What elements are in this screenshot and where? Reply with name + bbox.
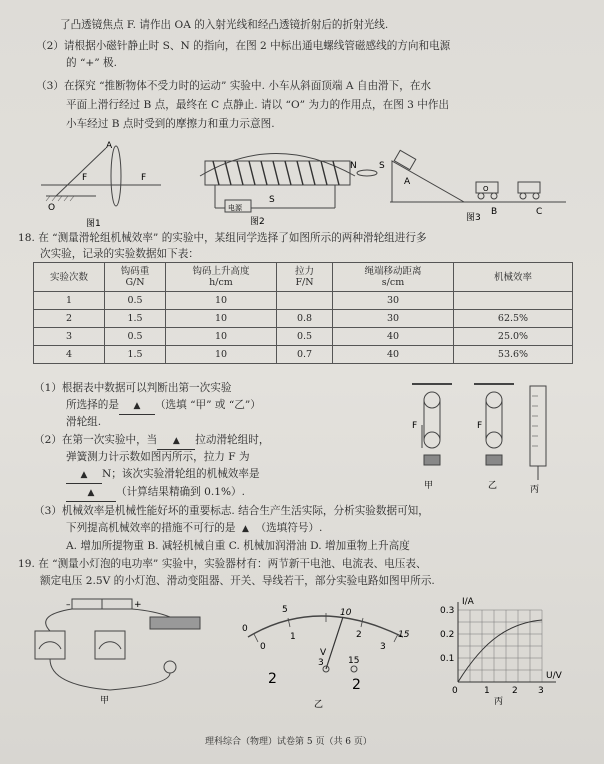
graph-caption: 丙 xyxy=(494,697,504,707)
q18-1-line1: （1）根据表中数据可以判断出第一次实验 xyxy=(34,382,232,394)
figure-iv-graph xyxy=(438,598,578,706)
answer-blank[interactable]: ▲ xyxy=(66,467,102,484)
meter-small-15: 15 xyxy=(348,656,360,666)
q18-1-line3: 滑轮组. xyxy=(66,416,102,428)
q18-2-line4: ▲ （计算结果精确到 0.1%）. xyxy=(66,485,245,502)
meter-inner-2: 2 xyxy=(356,630,362,640)
q18-options: A. 增加所提物重 B. 减轻机械自重 C. 机械加润滑油 D. 增加重物上升高度 xyxy=(66,540,410,552)
figure-1-lens xyxy=(36,138,166,228)
figure-3-incline xyxy=(388,146,568,221)
table-row: 4 1.5 10 0.7 40 53.6% xyxy=(34,346,573,364)
meter-tick-10: 10 xyxy=(340,608,352,618)
table-row: 1 0.5 10 30 xyxy=(34,292,573,310)
meter-inner-1: 1 xyxy=(290,632,296,642)
figure-2-solenoid xyxy=(195,136,385,226)
fig1-label-O: O xyxy=(48,203,56,213)
table-row: 3 0.5 10 0.5 40 25.0% xyxy=(34,328,573,346)
meter-inner-3: 3 xyxy=(380,642,386,652)
q17-3-line3: 小车经过 B 点时受到的摩擦力和重力示意图. xyxy=(66,118,275,130)
table-header-cell: 钩码重 G/N xyxy=(105,263,166,292)
pulley-F-jia: F xyxy=(412,421,418,431)
answer-blank[interactable]: ▲ xyxy=(119,398,155,415)
meter-tick-15: 15 xyxy=(398,630,410,640)
q18-2-line2: 弹簧测力计示数如图丙所示，拉力 F 为 xyxy=(66,451,250,463)
fig3-label-C: C xyxy=(536,207,543,217)
fig2-power-label: 电源 xyxy=(228,204,242,212)
table-header-cell: 实验次数 xyxy=(34,263,105,292)
graph-ytick-03: 0.3 xyxy=(440,606,455,616)
fig2-coil-S: S xyxy=(269,195,275,205)
q19-line1: 19. 在 “测量小灯泡的电功率” 实验中，实验器材有：两节新干电池、电流表、电压表、 xyxy=(18,558,427,570)
figure-circuit xyxy=(30,595,205,705)
intro-line: 了凸透镜焦点 F. 请作出 OA 的入射光线和经凸透镜折射后的折射光线. xyxy=(60,19,389,31)
q18-3-line1: （3）机械效率是机械性能好坏的重要标志. 结合生产生活实际，分析实验数据可知， xyxy=(34,505,429,517)
q19-line2: 额定电压 2.5V 的小灯泡、滑动变阻器、开关、导线若干，部分实验电路如图甲所示. xyxy=(40,575,435,587)
meter-scribble-right: 2 xyxy=(352,677,361,693)
graph-ytick-02: 0.2 xyxy=(440,630,455,640)
table-row: 2 1.5 10 0.8 30 62.5% xyxy=(34,310,573,328)
q17-3-line2: 平面上滑行经过 B 点，最终在 C 点静止. 请以 “O” 为力的作用点，在图 3 中作出 xyxy=(66,99,450,111)
circuit-caption: 甲 xyxy=(100,696,110,706)
pulley-label-bing: 丙 xyxy=(530,485,540,495)
meter-tick-0: 0 xyxy=(242,624,248,634)
fig3-label-A: A xyxy=(404,177,411,187)
graph-ylabel: I/A xyxy=(462,597,474,607)
graph-xtick-0: 0 xyxy=(452,686,458,696)
q18-line1: 18. 在 “测量滑轮组机械效率” 的实验中，某组同学选择了如图所示的两种滑轮组进行多 xyxy=(18,232,427,244)
graph-xtick-1: 1 xyxy=(484,686,490,696)
answer-blank[interactable]: ▲ xyxy=(157,433,195,450)
fig1-caption: 图1 xyxy=(86,219,101,229)
graph-xtick-3: 3 xyxy=(538,686,544,696)
figure-voltmeter xyxy=(218,597,418,709)
fig3-label-O: O xyxy=(483,185,489,193)
fig3-label-B: B xyxy=(491,207,498,217)
meter-scribble-left: 2 xyxy=(268,671,277,687)
pulley-label-yi: 乙 xyxy=(488,481,498,491)
q18-line2: 次实验，记录的实验数据如下表： xyxy=(40,248,199,260)
table-header-cell: 机械效率 xyxy=(454,263,573,292)
q18-2-line1: （2）在第一次实验中，当 ▲ 拉动滑轮组时， xyxy=(34,433,269,450)
answer-blank[interactable]: ▲ xyxy=(242,524,249,534)
q17-2-line2: 的 “+” 极. xyxy=(66,57,117,69)
fig2-needle-N: N xyxy=(350,161,357,171)
fig2-caption: 图2 xyxy=(250,217,265,227)
q17-3-line1: （3）在探究 “推断物体不受力时的运动” 实验中. 小车从斜面顶端 A 自由滑下，在水 xyxy=(36,80,432,92)
q17-2-line1: （2）请根据小磁针静止时 S、N 的指向，在图 2 中标出通电螺线管磁感线的方向和电源 xyxy=(36,40,451,52)
fig1-label-F-right: F xyxy=(141,173,147,183)
pulley-F-yi: F xyxy=(477,421,483,431)
fig1-label-F-left: F xyxy=(82,173,88,183)
q18-1-line2: 所选择的是 ▲ （选填 “甲” 或 “乙”） xyxy=(66,398,261,415)
fig3-caption: 图3 xyxy=(466,213,481,223)
pulley-label-jia: 甲 xyxy=(424,481,434,491)
battery-minus: – xyxy=(66,600,71,610)
fig1-label-A: A xyxy=(106,141,113,151)
fig2-needle-S: S xyxy=(379,161,385,171)
battery-plus: + xyxy=(134,600,142,610)
meter-inner-0: 0 xyxy=(260,642,266,652)
answer-blank[interactable]: ▲ xyxy=(66,485,116,502)
q18-2-line3: ▲ N；该次实验滑轮组的机械效率是 xyxy=(66,467,260,484)
graph-xlabel: U/V xyxy=(546,671,562,681)
meter-tick-5: 5 xyxy=(282,605,288,615)
meter-caption: 乙 xyxy=(314,700,324,710)
table-header-row xyxy=(34,263,573,292)
meter-unit: V xyxy=(320,648,327,658)
experiment-data-table xyxy=(33,262,573,364)
table-header-cell: 拉力 F/N xyxy=(277,263,333,292)
graph-ytick-01: 0.1 xyxy=(440,654,455,664)
q18-3-line2: 下列提高机械效率的措施不可行的是 ▲ （选填符号）. xyxy=(66,521,322,537)
graph-xtick-2: 2 xyxy=(512,686,518,696)
table-header-cell: 绳端移动距离 s/cm xyxy=(333,263,454,292)
figure-pulleys xyxy=(402,380,562,505)
meter-small-3: 3 xyxy=(318,658,324,668)
table-header-cell: 钩码上升高度 h/cm xyxy=(166,263,277,292)
page-footer: 理科综合（物理）试卷第 5 页（共 6 页） xyxy=(205,737,372,747)
